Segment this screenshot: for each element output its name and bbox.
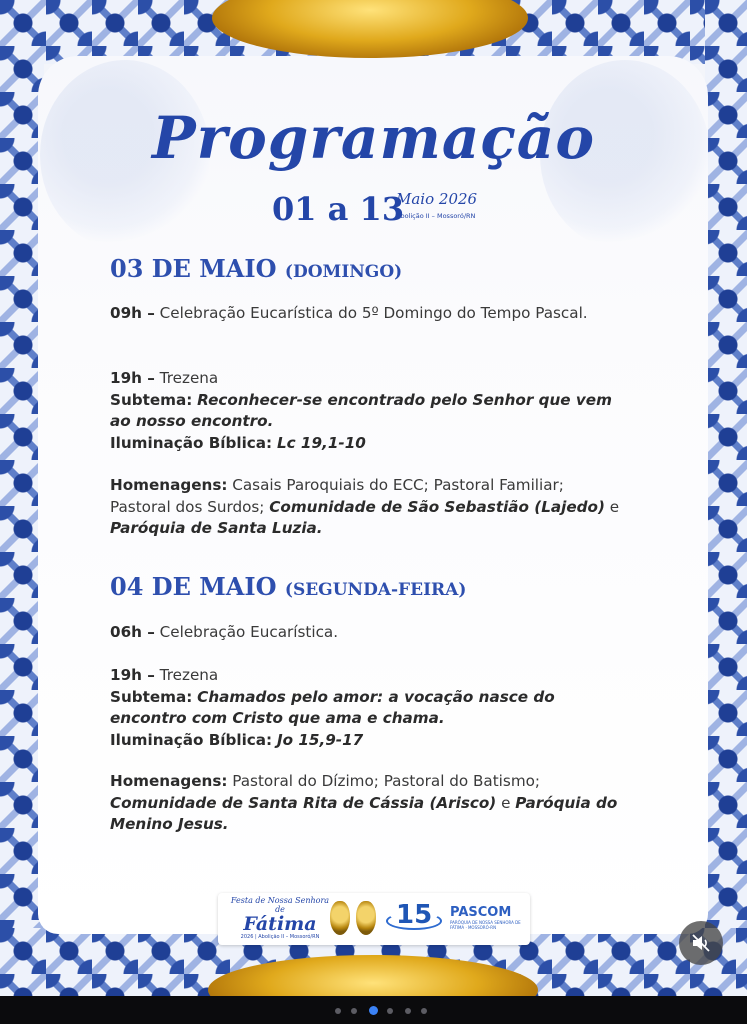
entry-text: Trezena <box>159 666 219 684</box>
pascom-sub: PARÓQUIA DE NOSSA SENHORA DE FÁTIMA · MOSSORÓ-RN <box>450 920 521 930</box>
day-date: 03 DE MAIO <box>110 254 277 283</box>
date-month: Maio 2026 <box>396 190 478 208</box>
iluminacao-text: Lc 19,1-10 <box>276 433 366 452</box>
parish-crest-icon <box>356 901 376 935</box>
homenagens-label: Homenagens: <box>110 476 228 494</box>
carousel-dot[interactable] <box>421 1008 427 1014</box>
homenagens-entry <box>110 475 620 540</box>
subtema-text: Chamados pelo amor: a vocação nasce do encontro com Cristo que ama e chama. <box>110 687 555 727</box>
mute-toggle-button[interactable] <box>679 921 723 965</box>
subtema-label: Subtema: <box>110 390 193 409</box>
day-weekday: (SEGUNDA-FEIRA) <box>284 580 467 600</box>
festa-sub: 2026 | Abolição II – Mossoró/RN <box>240 934 320 940</box>
homenagens-paroquia: Paróquia de Santa Luzia. <box>110 519 323 537</box>
poster-title: Programação <box>151 104 596 172</box>
entry-time: 09h – <box>110 304 155 322</box>
festa-script: Festa de Nossa Senhora de <box>230 896 330 914</box>
day-heading <box>110 254 402 283</box>
day-date: 04 DE MAIO <box>110 572 277 601</box>
homenagens-comunidade: Comunidade de São Sebastião (Lajedo) <box>269 497 605 516</box>
homenagens-paroquia: Paróquia do Menino Jesus. <box>110 793 618 833</box>
trezena-entry <box>110 368 620 454</box>
entry-text: Trezena <box>159 369 219 387</box>
festa-name: Fátima <box>243 913 317 935</box>
iluminacao-label: Iluminação Bíblica: <box>110 730 273 749</box>
trezena-entry <box>110 665 620 751</box>
date-range: 01 a 13 <box>272 190 405 228</box>
carousel-dot[interactable] <box>405 1008 411 1014</box>
homenagens-label: Homenagens: <box>110 772 228 790</box>
entry-text: Celebração Eucarística do 5º Domingo do Tempo Pascal. <box>159 304 588 322</box>
anniversary-number: 15 <box>396 900 433 930</box>
carousel-dot[interactable] <box>351 1008 357 1014</box>
iluminacao-text: Jo 15,9-17 <box>276 730 364 749</box>
speaker-muted-icon <box>690 932 712 954</box>
entry-time: 19h – <box>110 666 155 684</box>
day-heading <box>110 572 466 601</box>
entry-time: 06h – <box>110 623 155 641</box>
pascom-name: PASCOM <box>450 905 512 920</box>
carousel-indicator-bar <box>0 996 747 1024</box>
mass-entry <box>110 622 620 644</box>
mass-entry <box>110 303 620 325</box>
homenagens-entry <box>110 771 620 836</box>
iluminacao-label: Iluminação Bíblica: <box>110 433 273 452</box>
subtema-text: Reconhecer-se encontrado pelo Senhor que vem ao nosso encontro. <box>110 390 612 430</box>
festa-logo <box>226 896 334 942</box>
carousel-dot[interactable] <box>335 1008 341 1014</box>
homenagens-and: e <box>609 497 620 516</box>
diocese-crest-icon <box>330 901 350 935</box>
entry-text: Celebração Eucarística. <box>159 623 339 641</box>
anniversary-logo <box>386 900 442 938</box>
carousel-dot[interactable] <box>369 1006 378 1015</box>
entry-time: 19h – <box>110 369 155 387</box>
homenagens-text: Pastoral do Dízimo; Pastoral do Batismo; <box>232 772 541 790</box>
homenagens-text: Casais Paroquiais do ECC; Pastoral Familiar; Pastoral dos Surdos; <box>110 476 564 516</box>
homenagens-and: e <box>501 793 511 812</box>
homenagens-comunidade: Comunidade de Santa Rita de Cássia (Arisco) <box>110 793 497 812</box>
day-weekday: (DOMINGO) <box>284 262 403 282</box>
subtema-label: Subtema: <box>110 687 193 706</box>
carousel-dot[interactable] <box>387 1008 393 1014</box>
sponsor-logo-bar <box>218 893 530 945</box>
pascom-logo <box>450 905 526 933</box>
event-location: Abolição II – Mossoró/RN <box>396 212 476 220</box>
